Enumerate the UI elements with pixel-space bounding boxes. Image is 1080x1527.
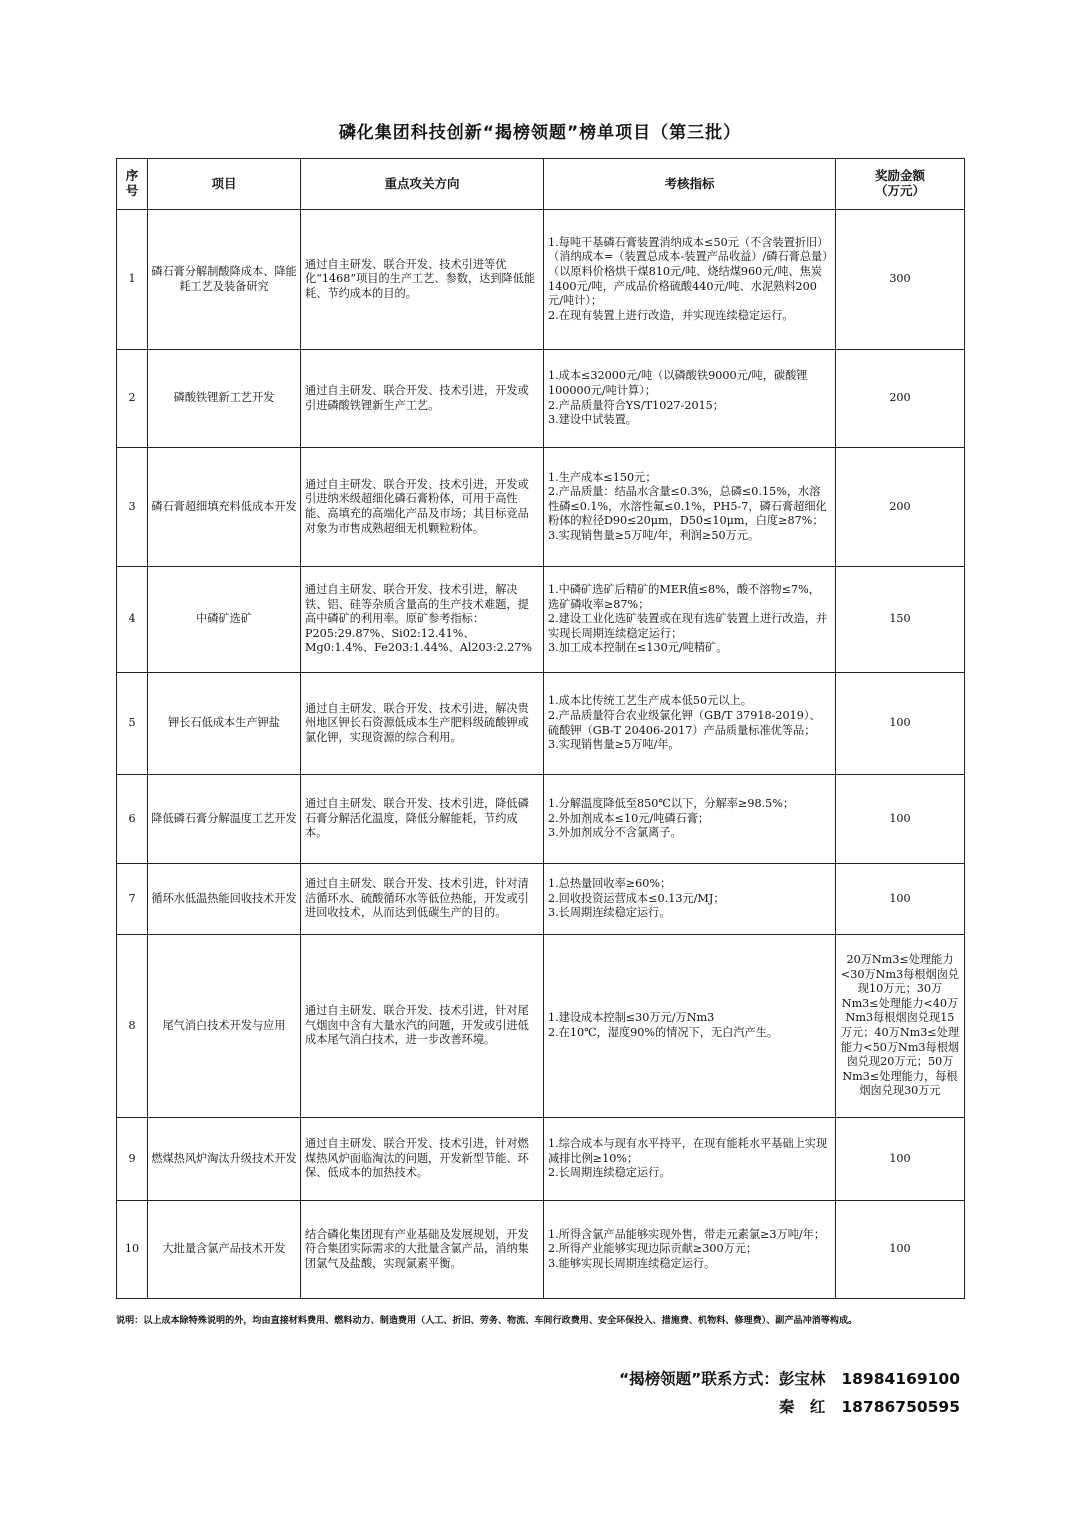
row-direction: 通过自主研发、联合开发、技术引进，针对清洁循环水、硫酸循环水等低位热能，开发或引进回收技术，从而达到低碳生产的目的。 xyxy=(301,864,544,935)
footnote: 说明：以上成本除特殊说明的外，均由直接材料费用、燃料动力、制造费用（人工、折旧、劳务、物流、车间行政费用、安全环保投入、措施费、机物料、修理费）、副产品冲消等构成。 xyxy=(116,1316,858,1326)
row-award: 100 xyxy=(836,1201,965,1299)
row-award: 300 xyxy=(836,210,965,350)
row-no: 10 xyxy=(117,1201,148,1299)
row-project: 大批量含氯产品技术开发 xyxy=(148,1201,301,1299)
row-project: 循环水低温热能回收技术开发 xyxy=(148,864,301,935)
row-project: 燃煤热风炉淘汰升级技术开发 xyxy=(148,1118,301,1201)
table-row xyxy=(117,448,965,567)
row-no: 1 xyxy=(117,210,148,350)
row-no: 6 xyxy=(117,775,148,864)
row-kpi: 1.成本比传统工艺生产成本低50元以上。 2.产品质量符合农业级氯化钾（GB/T 37918-2019）、硫酸钾（GB-T 20406-2017）产品质量标准优等品； 3.实现销售量≥5万吨/年。 xyxy=(544,673,836,775)
table-row xyxy=(117,935,965,1118)
row-no: 9 xyxy=(117,1118,148,1201)
project-table xyxy=(116,158,965,1299)
row-award: 200 xyxy=(836,350,965,448)
row-kpi: 1.生产成本≤150元； 2.产品质量：结晶水含量≤0.3%，总磷≤0.15%，水溶性磷≤0.1%，水溶性氟≤0.1%，PH5-7，磷石膏超细化粉体的粒径D90≤20μm，D50≤10μm，白度≥87%； 3.实现销售量≥5万吨/年，利润≥50万元。 xyxy=(544,448,836,567)
row-direction: 通过自主研发、联合开发、技术引进，针对燃煤热风炉面临淘汰的问题，开发新型节能、环保、低成本的加热技术。 xyxy=(301,1118,544,1201)
table-row xyxy=(117,673,965,775)
row-project: 磷石膏分解制酸降成本、降能耗工艺及装备研究 xyxy=(148,210,301,350)
row-project: 降低磷石膏分解温度工艺开发 xyxy=(148,775,301,864)
row-project: 中磷矿选矿 xyxy=(148,567,301,673)
row-no: 5 xyxy=(117,673,148,775)
row-direction: 结合磷化集团现有产业基础及发展规划，开发符合集团实际需求的大批量含氯产品，消纳集团氯气及盐酸，实现氯素平衡。 xyxy=(301,1201,544,1299)
header-award: 奖励金额 （万元） xyxy=(836,159,965,210)
row-award: 100 xyxy=(836,864,965,935)
row-project: 尾气消白技术开发与应用 xyxy=(148,935,301,1118)
header-kpi: 考核指标 xyxy=(544,159,836,210)
row-no: 8 xyxy=(117,935,148,1118)
row-award: 100 xyxy=(836,1118,965,1201)
table-row xyxy=(117,864,965,935)
contact-person2-phone: 18786750595 xyxy=(841,1398,960,1416)
table-row xyxy=(117,567,965,673)
table-row xyxy=(117,350,965,448)
row-kpi: 1.中磷矿选矿后精矿的MER值≤8%，酸不溶物≤7%，选矿磷收率≥87%； 2.建设工业化选矿装置或在现有选矿装置上进行改造，并实现长周期连续稳定运行； 3.加工成本控制在≤130元/吨精矿。 xyxy=(544,567,836,673)
row-kpi: 1.成本≤32000元/吨（以磷酸铁9000元/吨，碳酸锂100000元/吨计算）； 2.产品质量符合YS/T1027-2015； 3.建设中试装置。 xyxy=(544,350,836,448)
row-project: 钾长石低成本生产钾盐 xyxy=(148,673,301,775)
header-project: 项目 xyxy=(148,159,301,210)
row-award: 100 xyxy=(836,673,965,775)
contact-line-1 xyxy=(619,1367,960,1389)
table-row xyxy=(117,210,965,350)
row-no: 2 xyxy=(117,350,148,448)
row-direction: 通过自主研发、联合开发、技术引进，针对尾气烟囱中含有大量水汽的问题，开发或引进低成本尾气消白技术，进一步改善环境。 xyxy=(301,935,544,1118)
table-row xyxy=(117,1201,965,1299)
row-no: 4 xyxy=(117,567,148,673)
contact-person1-phone: 18984169100 xyxy=(841,1370,960,1388)
row-direction: 通过自主研发、联合开发、技术引进，开发或引进磷酸铁锂新生产工艺。 xyxy=(301,350,544,448)
row-project: 磷酸铁锂新工艺开发 xyxy=(148,350,301,448)
page-title: 磷化集团科技创新“揭榜领题”榜单项目（第三批） xyxy=(338,123,742,143)
row-kpi: 1.分解温度降低至850℃以下，分解率≥98.5%； 2.外加剂成本≤10元/吨磷石膏； 3.外加剂成分不含氯离子。 xyxy=(544,775,836,864)
table-header-row xyxy=(117,159,965,210)
row-kpi: 1.每吨干基磷石膏装置消纳成本≤50元（不含装置折旧）（消纳成本=（装置总成本-装置产品收益）/磷石膏总量）（以原料价格烘干煤810元/吨、烧结煤960元/吨、焦炭1400元/吨，产成品价格硫酸440元/吨、水泥熟料200元/吨计）； 2.在现有装置上进行改造，并实现连续稳定运行。 xyxy=(544,210,836,350)
row-award: 100 xyxy=(836,775,965,864)
contact-label: “揭榜领题”联系方式： xyxy=(618,1370,779,1388)
row-kpi: 1.综合成本与现有水平持平，在现有能耗水平基础上实现减排比例≥10%； 2.长周期连续稳定运行。 xyxy=(544,1118,836,1201)
row-award: 200 xyxy=(836,448,965,567)
row-no: 3 xyxy=(117,448,148,567)
row-direction: 通过自主研发、联合开发、技术引进，解决贵州地区钾长石资源低成本生产肥料级硫酸钾或氯化钾，实现资源的综合利用。 xyxy=(301,673,544,775)
row-direction: 通过自主研发、联合开发、技术引进，解决铁、铝、硅等杂质含量高的生产技术难题，提高中磷矿的利用率。原矿参考指标：P205:29.87%、Si02:12.41%、Mg0:1.4%、Fe203:1.44%、Al203:2.27% xyxy=(301,567,544,673)
row-award: 20万Nm3≤处理能力<30万Nm3每根烟囱兑现10万元；30万Nm3≤处理能力<40万Nm3每根烟囱兑现15万元；40万Nm3≤处理能力<50万Nm3每根烟囱兑现20万元；50万Nm3≤处理能力，每根烟囱兑现30万元 xyxy=(836,935,965,1118)
contact-person2-name: 秦 红 xyxy=(778,1398,826,1416)
row-award: 150 xyxy=(836,567,965,673)
contact-person1-name: 彭宝林 xyxy=(778,1370,826,1388)
row-direction: 通过自主研发、联合开发、技术引进等优化“1468”项目的生产工艺、参数，达到降低能耗、节约成本的目的。 xyxy=(301,210,544,350)
row-direction: 通过自主研发、联合开发、技术引进，开发或引进纳米级超细化磷石膏粉体，可用于高性能、高填充的高端化产品及市场；其目标竞品对象为市售成熟超细无机颗粒粉体。 xyxy=(301,448,544,567)
header-no: 序 号 xyxy=(117,159,148,210)
row-no: 7 xyxy=(117,864,148,935)
row-kpi: 1.建设成本控制≤30万元/万Nm3 2.在10℃，湿度90%的情况下，无白汽产生。 xyxy=(544,935,836,1118)
row-kpi: 1.总热量回收率≥60%； 2.回收投资运营成本≤0.13元/MJ； 3.长周期连续稳定运行。 xyxy=(544,864,836,935)
table-row xyxy=(117,1118,965,1201)
row-direction: 通过自主研发、联合开发、技术引进，降低磷石膏分解活化温度，降低分解能耗，节约成本。 xyxy=(301,775,544,864)
row-kpi: 1.所得含氯产品能够实现外售，带走元素氯≥3万吨/年； 2.所得产业能够实现边际贡献≥300万元； 3.能够实现长周期连续稳定运行。 xyxy=(544,1201,836,1299)
table-row xyxy=(117,775,965,864)
header-direction: 重点攻关方向 xyxy=(301,159,544,210)
row-project: 磷石膏超细填充料低成本开发 xyxy=(148,448,301,567)
contact-line-2 xyxy=(779,1395,960,1417)
